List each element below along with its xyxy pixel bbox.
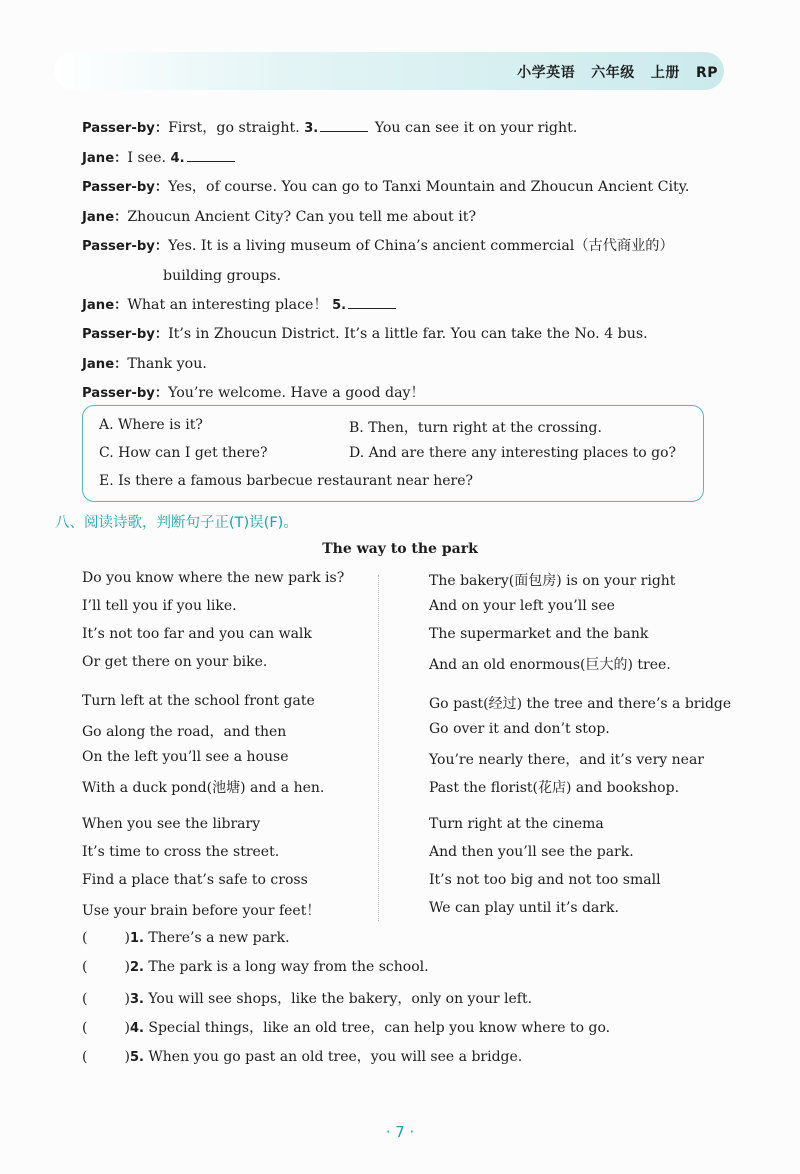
option-d: D. And are there any interesting places to go? [349,445,677,461]
blank-number: 3. [304,121,319,136]
poem-line: It’s time to cross the street. [82,844,280,860]
question-text: When you go past an old tree，you will see a bridge. [143,1049,523,1065]
poem-line: Past the florist(花店) and bookshop. [429,780,680,796]
header-subject: 小学英语 [517,65,576,81]
question-text: Special things，like an old tree，can help you know where to go. [143,1020,611,1036]
poem-line: It’s not too far and you can walk [82,626,312,642]
poem-line: Go past(经过) the tree and there’s a bridge [429,696,732,712]
speaker: Jane： [82,209,128,225]
dialogue-line: Passer-by：Yes. It is a living museum of China’s ancient commercial（古代商业的） [82,238,674,255]
question-row: ( )4. Special things，like an old tree，can help you know where to go. [82,1020,611,1036]
speaker: Passer-by： [82,239,169,255]
dialogue-line: Passer-by：You’re welcome. Have a good day！ [82,385,425,402]
poem-line: With a duck pond(池塘) and a hen. [82,780,325,796]
poem-line: Turn left at the school front gate [82,693,315,709]
question-text: You will see shops，like the bakery，only on your left. [143,991,533,1007]
speaker: Passer-by： [82,121,169,136]
section-title: 八、阅读诗歌，判断句子正(T)误(F)。 [55,515,298,531]
question-row: ( )1. There’s a new park. [82,930,290,946]
question-number: 3. [129,992,144,1007]
poem-line: You’re nearly there，and it’s very near [429,752,704,768]
blank-number: 4. [170,150,185,166]
dialogue-line: Jane：Thank you. [82,355,207,372]
question-row: ( )3. You will see shops，like the bakery，only on your left. [82,991,533,1007]
page-number: · 7 · [385,1123,415,1141]
answer-blank[interactable] [187,147,235,162]
poem-line: The bakery(面包房) is on your right [429,573,676,589]
header-edition: RP [695,65,718,81]
question-number: 4. [129,1021,144,1036]
poem-line: And on your left you’ll see [429,598,615,614]
speaker: Jane： [82,356,128,372]
blank-number: 5. [332,297,347,313]
dialogue-continuation: building groups. [163,267,282,284]
header-volume: 上册 [650,65,680,81]
poem-line: Use your brain before your feet！ [82,903,321,919]
speaker: Jane： [82,150,128,166]
poem-line: Turn right at the cinema [429,816,604,832]
running-header [517,62,718,82]
question-row: ( )5. When you go past an old tree，you will see a bridge. [82,1049,523,1065]
poem-line: And then you’ll see the park. [429,844,634,860]
poem-line: Find a place that’s safe to cross [82,872,308,888]
option-e: E. Is there a famous barbecue restaurant near here? [99,473,474,489]
dialogue-line: Jane：What an interesting place！ 5. [82,291,722,321]
option-b: B. Then，turn right at the crossing. [349,420,602,436]
poem-line: It’s not too big and not too small [429,872,661,888]
question-text: The park is a long way from the school. [143,959,429,975]
option-a: A. Where is it? [99,417,203,433]
dialogue [82,114,722,409]
poem-line: Go over it and don’t stop. [429,721,610,737]
poem-line: Or get there on your bike. [82,654,268,670]
poem-title: The way to the park [322,541,478,557]
poem-line: When you see the library [82,816,261,832]
poem-divider [378,575,379,921]
question-number: 5. [129,1050,144,1065]
option-c: C. How can I get there? [99,445,268,461]
poem-line: And an old enormous(巨大的) tree. [429,657,671,673]
question-text: There’s a new park. [143,930,290,946]
speaker: Passer-by： [82,327,169,343]
question-number: 1. [129,931,144,946]
answer-blank[interactable] [348,294,396,309]
poem-line: Do you know where the new park is? [82,570,345,586]
poem-line: We can play until it’s dark. [429,900,619,916]
dialogue-line: Passer-by：Yes，of course. You can go to Tanxi Mountain and Zhoucun Ancient City. [82,179,690,196]
poem-line: On the left you’ll see a house [82,749,289,765]
speaker: Passer-by： [82,180,169,196]
speaker: Jane： [82,297,128,313]
question-number: 2. [129,960,144,975]
question-row: ( )2. The park is a long way from the school. [82,959,429,975]
options-box [82,405,704,502]
poem-line: Go along the road，and then [82,724,287,740]
answer-blank[interactable] [320,117,368,132]
poem-line: I’ll tell you if you like. [82,598,237,614]
dialogue-line: Passer-by：First，go straight. 3. You can see it on your right. [82,114,722,144]
dialogue-line: Passer-by：It’s in Zhoucun District. It’s a little far. You can take the No. 4 bus. [82,326,648,343]
poem-line: The supermarket and the bank [429,626,649,642]
speaker: Passer-by： [82,386,169,402]
dialogue-line: Jane：Zhoucun Ancient City? Can you tell me about it? [82,208,477,225]
dialogue-line: Jane：I see. 4. [82,144,722,174]
header-grade: 六年级 [591,65,635,81]
